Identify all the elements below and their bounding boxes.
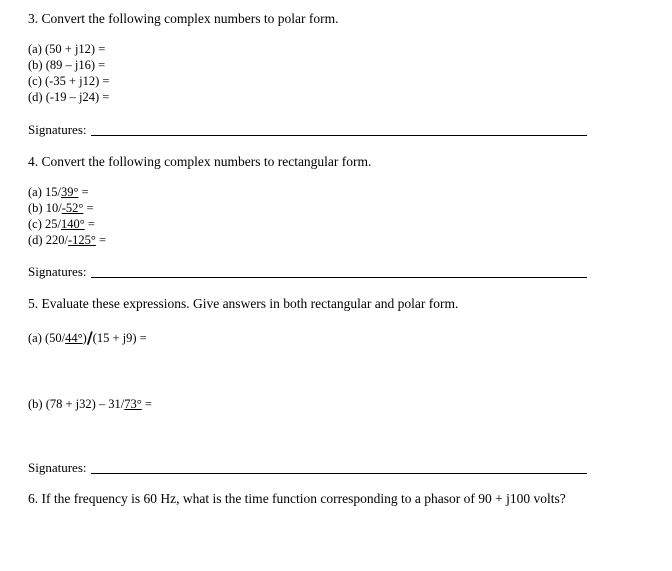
q6-heading: 6. If the frequency is 60 Hz, what is the time function corresponding to a phasor of 90 + j100 volts? <box>28 491 566 506</box>
q4-angle-d: -125° <box>67 233 96 247</box>
q5-item-a: (a) (50/44°)/(15 + j9) = <box>28 328 147 347</box>
q4-item-b: (b) 10/-52° = <box>28 201 94 215</box>
q4-heading: 4. Convert the following complex numbers to rectangular form. <box>28 154 372 169</box>
q3-item-d: (d) (-19 – j24) = <box>28 90 110 104</box>
q5-heading: 5. Evaluate these expressions. Give answers in both rectangular and polar form. <box>28 296 459 311</box>
q3-item-b: (b) (89 – j16) = <box>28 58 106 72</box>
q4-angle-a: 39° <box>60 185 79 199</box>
signatures-label-3: Signatures: <box>28 460 87 475</box>
q3-item-c: (c) (-35 + j12) = <box>28 74 110 88</box>
q4-angle-c: 140° <box>60 217 85 231</box>
q3-item-a: (a) (50 + j12) = <box>28 42 106 56</box>
q4-item-d: (d) 220/-125° = <box>28 233 107 247</box>
signature-line-3[interactable] <box>91 473 587 474</box>
q4-item-c: (c) 25/140° = <box>28 217 95 231</box>
q4-angle-b: -52° <box>61 201 84 215</box>
q5-item-b: (b) (78 + j32) – 31/73° = <box>28 397 152 411</box>
q5-angle-b: 73° <box>124 397 142 411</box>
division-slash: / <box>86 328 93 347</box>
signature-line-1[interactable] <box>91 135 587 136</box>
signatures-label-2: Signatures: <box>28 264 87 279</box>
signature-line-2[interactable] <box>91 277 587 278</box>
q5-angle-a: 44° <box>65 331 83 345</box>
q4-item-a: (a) 15/39° = <box>28 185 89 199</box>
signatures-label-1: Signatures: <box>28 122 87 137</box>
q3-heading: 3. Convert the following complex numbers to polar form. <box>28 11 339 26</box>
